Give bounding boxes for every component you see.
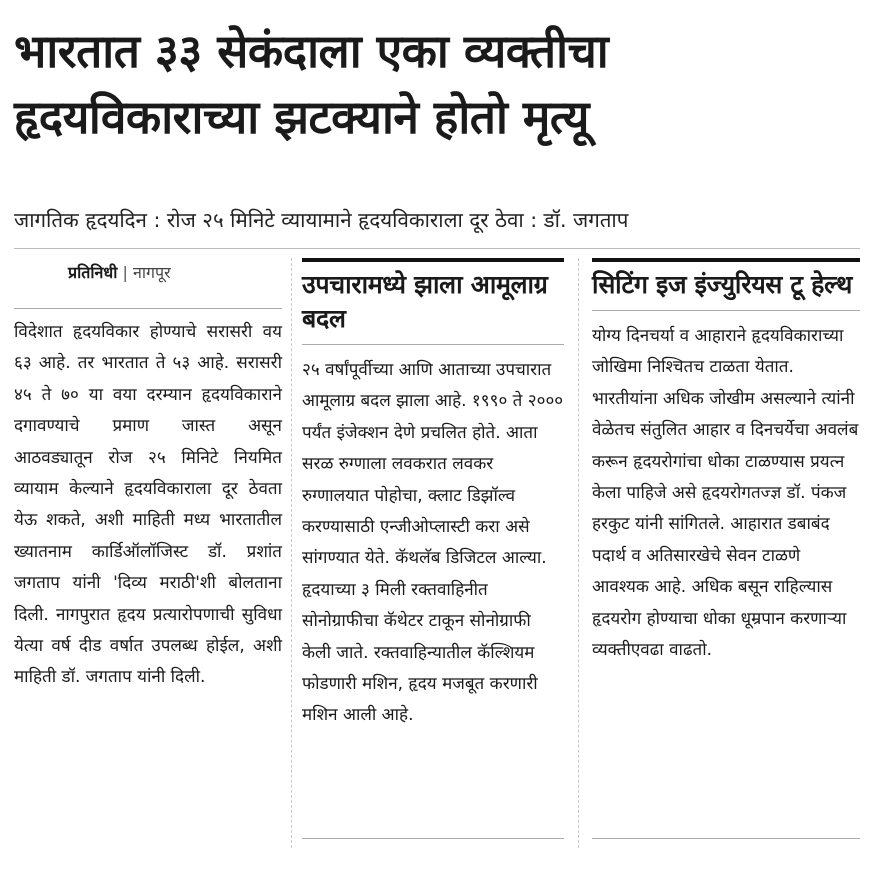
column-3-bottom-rule [592,838,860,839]
column-1-text: विदेशात हृदयविकार होण्याचे सरासरी वय ६३ आहे. तर भारतात ते ५३ आहे. सरासरी ४५ ते ७० या वया दरम्यान हृदयविकाराने दगावण्याचे प्रमाण जास्त असून आठवड्यातून रोज २५ मिनिटे नियमित व्यायाम केल्याने हृदयविकाराला दूर ठेवता येऊ शकते, अशी माहिती मध्य भारतातील ख्यातनाम कार्डिऑलॉजिस्ट डॉ. प्रशांत जगताप यांनी 'दिव्य मराठी'शी बोलताना दिली. नागपुरात हृदय प्रत्यारोपणाची सुविधा येत्या वर्ष दीड वर्षात उपलब्ध होईल, अशी माहिती डॉ. जगताप यांनी दिली. [14,322,282,688]
column-3-text: योग्य दिनचर्या व आहाराने हृदयविकाराच्या जोखिमा निश्चितच टाळता येतात. भारतीयांना अधिक जोखीम असल्याने त्यांनी वेळेतच संतुलित आहार व दिनचर्येचा अवलंब करून हृदयरोगांचा धोका टाळण्यास प्रयत्न केला पाहिजे असे हृदयरोगतज्ज्ञ डॉ. पंकज हरकुट यांनी सांगितले. आहारात डबाबंद पदार्थ व अतिसारखेचे सेवन टाळणे आवश्यक आहे. अधिक बसून राहिल्यास हृदयरोग होण्याचा धोका धूम्रपान करणाऱ्या व्यक्तीएवढा वाढतो. [592,326,859,661]
column-2-heading: उपचारामध्ये झाला आमूलाग्र बदल [302,270,548,333]
byline-city: नागपूर [132,263,171,282]
column-separator-1 [291,258,292,848]
byline-author: प्रतिनिधी [68,263,118,282]
headline: भारतात ३३ सेकंदाला एका व्यक्तीचा हृदयविकाराच्या झटक्याने होतो मृत्यू [14,24,609,144]
column-2-bottom-rule [302,838,564,839]
column-1-body [14,317,282,694]
byline-separator: | [122,263,128,282]
column-2-top-bar [302,258,564,262]
column-1 [14,258,282,694]
column-1-divider [14,308,282,309]
byline [14,258,282,288]
column-2-body [302,355,564,732]
column-2-divider [302,344,564,345]
column-3-top-bar [592,258,860,262]
column-3-heading: सिटिंग इज इंज्युरियस टू हेल्थ [592,270,852,299]
subheadline: जागतिक हृदयदिन : रोज २५ मिनिटे व्यायामाने हृदयविकाराला दूर ठेवा : डॉ. जगताप [14,208,629,232]
column-separator-2 [578,258,579,848]
column-3-divider [592,310,860,311]
column-2-text: २५ वर्षांपूर्वीच्या आणि आताच्या उपचारात आमूलाग्र बदल झाला आहे. १९९० ते २००० पर्यंत इंजेक्शन देणे प्रचलित होते. आता सरळ रुग्णाला लवकरात लवकर रुग्णालयात पोहोचा, क्लाट डिझॉल्व करण्यासाठी एन्जीओप्लास्टी करा असे सांगण्यात येते. कॅथलॅब डिजिटल आल्या. हृदयाच्या ३ मिली रक्तवाहिनीत सोनोग्राफीचा कॅथेटर टाकून सोनोग्राफी केली जाते. रक्तवाहिन्यातील कॅल्शियम फोडणारी मशिन, हृदय मजबूत करणारी मशिन आली आहे. [302,360,564,726]
column-2 [302,258,564,732]
top-divider [14,248,860,249]
column-3-body [592,321,860,666]
column-3 [592,258,860,666]
